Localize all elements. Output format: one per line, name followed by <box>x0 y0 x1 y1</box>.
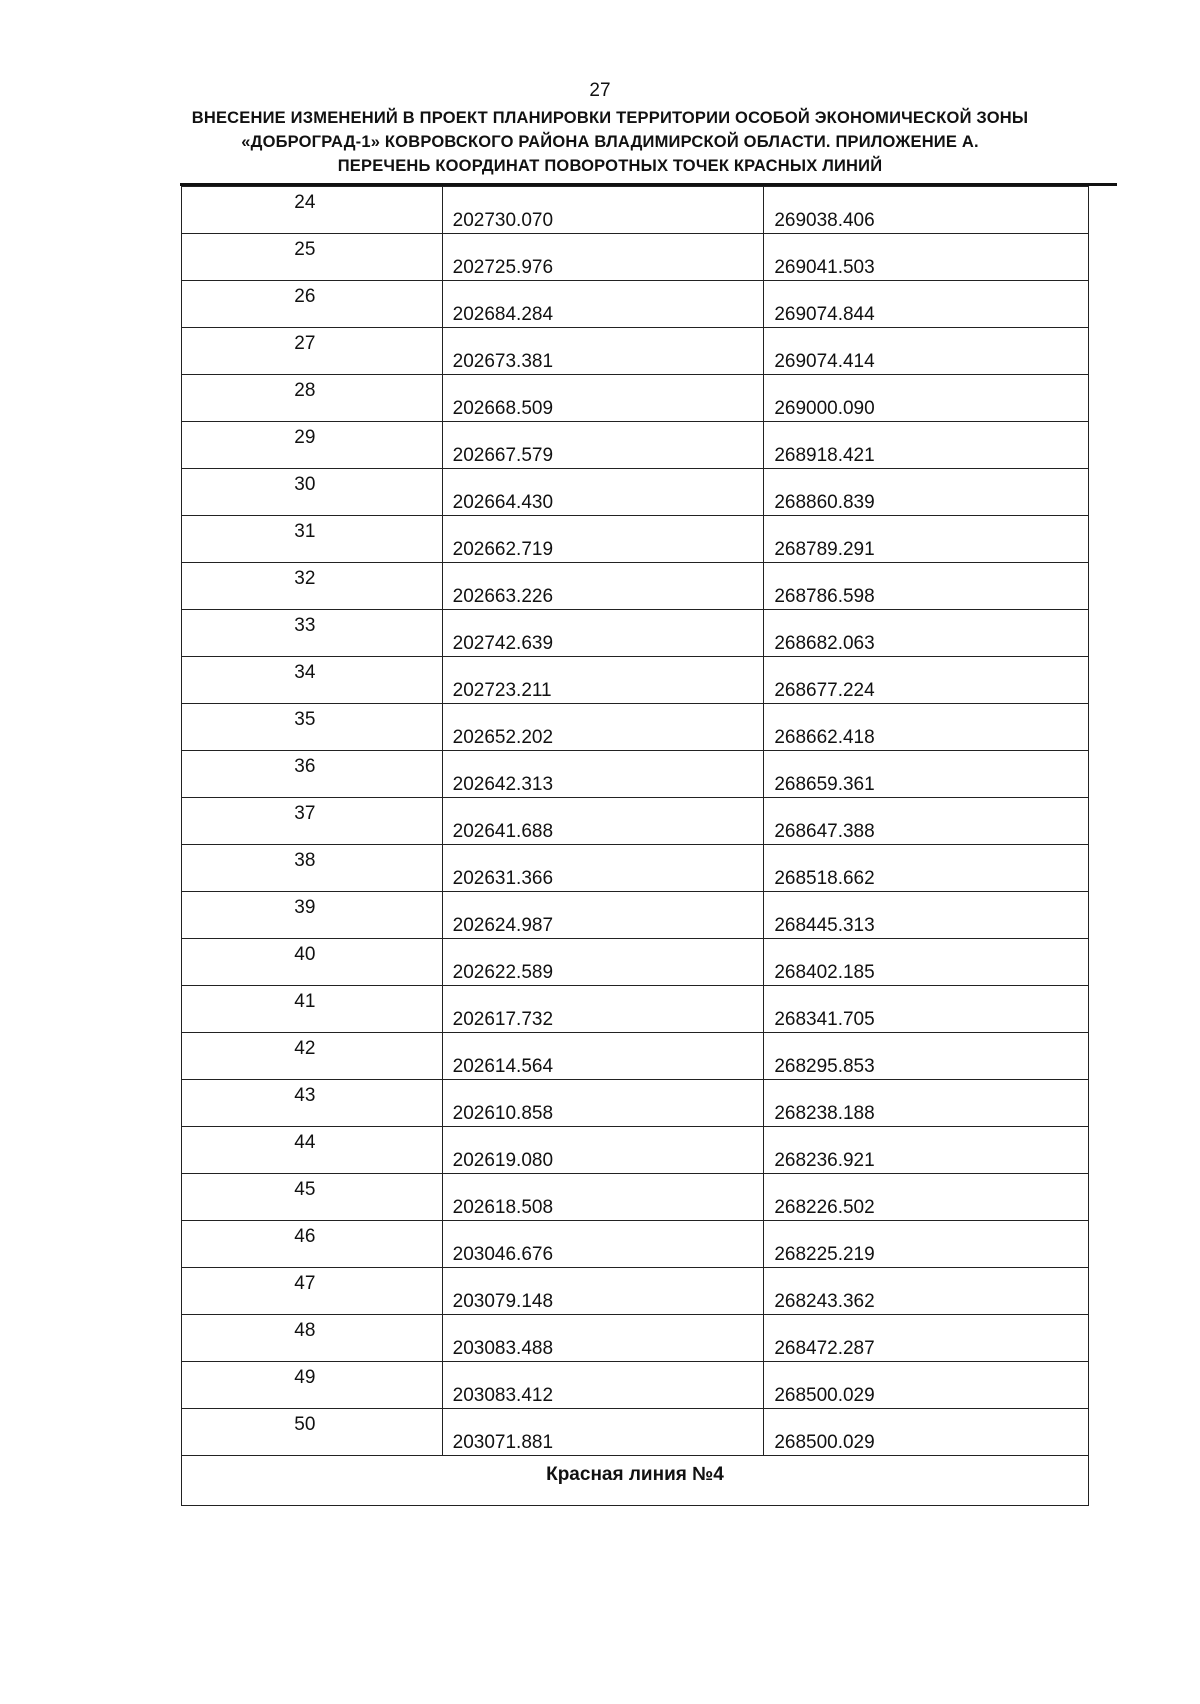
x-coordinate-value: 202725.976 <box>452 257 554 278</box>
point-number-value: 42 <box>294 1038 316 1059</box>
table-row <box>182 1080 1089 1127</box>
y-coordinate-value: 268918.421 <box>774 445 875 466</box>
y-coordinate-cell <box>764 986 1089 1033</box>
y-coordinate-value: 268518.662 <box>774 868 875 889</box>
point-number-value: 40 <box>294 944 316 965</box>
coordinates-table <box>181 186 1089 1506</box>
point-number-cell <box>182 187 443 234</box>
y-coordinate-cell <box>764 422 1089 469</box>
y-coordinate-value: 268659.361 <box>774 774 875 795</box>
y-coordinate-cell <box>764 704 1089 751</box>
point-number-cell <box>182 1127 443 1174</box>
x-coordinate-cell <box>442 1080 764 1127</box>
y-coordinate-cell <box>764 469 1089 516</box>
header-line-1: ВНЕСЕНИЕ ИЗМЕНЕНИЙ В ПРОЕКТ ПЛАНИРОВКИ ТЕРРИТОРИИ ОСОБОЙ ЭКОНОМИЧЕСКОЙ ЗОНЫ <box>191 109 1029 127</box>
table-row <box>182 657 1089 704</box>
x-coordinate-value: 203046.676 <box>452 1244 554 1265</box>
x-coordinate-cell <box>442 187 764 234</box>
x-coordinate-cell <box>442 1174 764 1221</box>
point-number-value: 32 <box>294 568 316 589</box>
x-coordinate-value: 202673.381 <box>452 351 554 372</box>
section-row <box>182 1456 1089 1506</box>
point-number-cell <box>182 1315 443 1362</box>
point-number-cell <box>182 1033 443 1080</box>
point-number-value: 26 <box>294 286 316 307</box>
x-coordinate-value: 202614.564 <box>452 1056 554 1077</box>
table-row <box>182 986 1089 1033</box>
point-number-cell <box>182 328 443 375</box>
table-row <box>182 1221 1089 1268</box>
x-coordinate-value: 202662.719 <box>452 539 554 560</box>
table-row <box>182 704 1089 751</box>
table-row <box>182 234 1089 281</box>
table-row <box>182 469 1089 516</box>
page-number: 27 <box>589 80 611 101</box>
y-coordinate-value: 268786.598 <box>774 586 875 607</box>
x-coordinate-value: 203083.412 <box>452 1385 554 1406</box>
section-title-cell <box>182 1456 1089 1506</box>
point-number-value: 33 <box>294 615 316 636</box>
point-number-cell <box>182 1174 443 1221</box>
point-number-cell <box>182 1409 443 1456</box>
point-number-value: 37 <box>294 803 316 824</box>
x-coordinate-cell <box>442 704 764 751</box>
x-coordinate-value: 202619.080 <box>452 1150 554 1171</box>
x-coordinate-value: 202618.508 <box>452 1197 554 1218</box>
table-row <box>182 845 1089 892</box>
x-coordinate-cell <box>442 1268 764 1315</box>
y-coordinate-value: 268789.291 <box>774 539 875 560</box>
y-coordinate-cell <box>764 1221 1089 1268</box>
table-row <box>182 1268 1089 1315</box>
y-coordinate-cell <box>764 516 1089 563</box>
y-coordinate-cell <box>764 563 1089 610</box>
y-coordinate-value: 268295.853 <box>774 1056 875 1077</box>
point-number-cell <box>182 845 443 892</box>
x-coordinate-cell <box>442 657 764 704</box>
point-number-value: 39 <box>294 897 316 918</box>
point-number-cell <box>182 892 443 939</box>
point-number-value: 34 <box>294 662 316 683</box>
y-coordinate-cell <box>764 1080 1089 1127</box>
x-coordinate-cell <box>442 375 764 422</box>
y-coordinate-value: 268243.362 <box>774 1291 875 1312</box>
table-row <box>182 563 1089 610</box>
y-coordinate-cell <box>764 610 1089 657</box>
table-row <box>182 1409 1089 1456</box>
point-number-value: 31 <box>294 521 316 542</box>
x-coordinate-value: 202667.579 <box>452 445 554 466</box>
table-row <box>182 1033 1089 1080</box>
x-coordinate-cell <box>442 751 764 798</box>
x-coordinate-value: 202622.589 <box>452 962 554 983</box>
section-title: Красная линия №4 <box>546 1464 724 1485</box>
y-coordinate-cell <box>764 281 1089 328</box>
x-coordinate-value: 202624.987 <box>452 915 554 936</box>
y-coordinate-cell <box>764 328 1089 375</box>
x-coordinate-cell <box>442 1221 764 1268</box>
y-coordinate-value: 269038.406 <box>774 210 875 231</box>
y-coordinate-cell <box>764 798 1089 845</box>
y-coordinate-value: 268225.219 <box>774 1244 875 1265</box>
point-number-cell <box>182 1080 443 1127</box>
point-number-cell <box>182 610 443 657</box>
point-number-value: 36 <box>294 756 316 777</box>
y-coordinate-cell <box>764 939 1089 986</box>
table-row <box>182 422 1089 469</box>
x-coordinate-cell <box>442 1127 764 1174</box>
point-number-cell <box>182 704 443 751</box>
x-coordinate-value: 202617.732 <box>452 1009 554 1030</box>
point-number-value: 50 <box>294 1414 316 1435</box>
table-row <box>182 1362 1089 1409</box>
x-coordinate-cell <box>442 234 764 281</box>
y-coordinate-value: 268402.185 <box>774 962 875 983</box>
point-number-cell <box>182 751 443 798</box>
point-number-value: 29 <box>294 427 316 448</box>
point-number-value: 41 <box>294 991 316 1012</box>
x-coordinate-value: 202642.313 <box>452 774 554 795</box>
y-coordinate-value: 268238.188 <box>774 1103 875 1124</box>
point-number-value: 44 <box>294 1132 316 1153</box>
table-row <box>182 751 1089 798</box>
point-number-cell <box>182 986 443 1033</box>
x-coordinate-cell <box>442 986 764 1033</box>
point-number-value: 46 <box>294 1226 316 1247</box>
point-number-cell <box>182 1221 443 1268</box>
x-coordinate-cell <box>442 469 764 516</box>
x-coordinate-cell <box>442 1409 764 1456</box>
x-coordinate-value: 202663.226 <box>452 586 554 607</box>
point-number-value: 24 <box>294 192 316 213</box>
x-coordinate-cell <box>442 563 764 610</box>
table-row <box>182 375 1089 422</box>
point-number-value: 45 <box>294 1179 316 1200</box>
point-number-cell <box>182 563 443 610</box>
x-coordinate-value: 202684.284 <box>452 304 554 325</box>
table-row <box>182 328 1089 375</box>
x-coordinate-cell <box>442 1362 764 1409</box>
header-line-3: ПЕРЕЧЕНЬ КООРДИНАТ ПОВОРОТНЫХ ТОЧЕК КРАСНЫХ ЛИНИЙ <box>337 157 883 175</box>
point-number-cell <box>182 516 443 563</box>
x-coordinate-cell <box>442 328 764 375</box>
y-coordinate-cell <box>764 187 1089 234</box>
y-coordinate-cell <box>764 1409 1089 1456</box>
table-row <box>182 516 1089 563</box>
x-coordinate-value: 202631.366 <box>452 868 554 889</box>
point-number-value: 38 <box>294 850 316 871</box>
x-coordinate-value: 202723.211 <box>452 680 552 701</box>
x-coordinate-cell <box>442 281 764 328</box>
y-coordinate-value: 268682.063 <box>774 633 875 654</box>
table-row <box>182 892 1089 939</box>
y-coordinate-value: 269000.090 <box>774 398 875 419</box>
point-number-cell <box>182 375 443 422</box>
x-coordinate-value: 202610.858 <box>452 1103 554 1124</box>
point-number-cell <box>182 1362 443 1409</box>
x-coordinate-cell <box>442 610 764 657</box>
header-line-2: «ДОБРОГРАД-1» КОВРОВСКОГО РАЙОНА ВЛАДИМИРСКОЙ ОБЛАСТИ. ПРИЛОЖЕНИЕ А. <box>241 133 979 151</box>
x-coordinate-value: 203083.488 <box>452 1338 554 1359</box>
x-coordinate-value: 202668.509 <box>452 398 554 419</box>
y-coordinate-value: 269074.414 <box>774 351 875 372</box>
y-coordinate-value: 269074.844 <box>774 304 875 325</box>
table-row <box>182 187 1089 234</box>
x-coordinate-cell <box>442 845 764 892</box>
y-coordinate-value: 268677.224 <box>774 680 875 701</box>
x-coordinate-value: 202664.430 <box>452 492 554 513</box>
y-coordinate-value: 268500.029 <box>774 1385 875 1406</box>
y-coordinate-value: 268226.502 <box>774 1197 875 1218</box>
y-coordinate-cell <box>764 751 1089 798</box>
point-number-cell <box>182 939 443 986</box>
y-coordinate-value: 269041.503 <box>774 257 875 278</box>
point-number-value: 47 <box>294 1273 316 1294</box>
table-row <box>182 939 1089 986</box>
y-coordinate-cell <box>764 1174 1089 1221</box>
x-coordinate-cell <box>442 1033 764 1080</box>
x-coordinate-cell <box>442 939 764 986</box>
table-row <box>182 1315 1089 1362</box>
y-coordinate-cell <box>764 234 1089 281</box>
x-coordinate-cell <box>442 1315 764 1362</box>
y-coordinate-value: 268860.839 <box>774 492 875 513</box>
x-coordinate-value: 202730.070 <box>452 210 554 231</box>
y-coordinate-value: 268500.029 <box>774 1432 875 1453</box>
point-number-value: 25 <box>294 239 316 260</box>
table-row <box>182 798 1089 845</box>
point-number-cell <box>182 281 443 328</box>
point-number-cell <box>182 1268 443 1315</box>
point-number-value: 35 <box>294 709 316 730</box>
point-number-cell <box>182 798 443 845</box>
y-coordinate-cell <box>764 375 1089 422</box>
table-row <box>182 281 1089 328</box>
point-number-value: 48 <box>294 1320 316 1341</box>
point-number-cell <box>182 469 443 516</box>
x-coordinate-value: 202652.202 <box>452 727 554 748</box>
x-coordinate-cell <box>442 516 764 563</box>
y-coordinate-cell <box>764 1315 1089 1362</box>
y-coordinate-value: 268236.921 <box>774 1150 875 1171</box>
y-coordinate-cell <box>764 1127 1089 1174</box>
point-number-cell <box>182 657 443 704</box>
x-coordinate-value: 202641.688 <box>452 821 554 842</box>
y-coordinate-value: 268647.388 <box>774 821 875 842</box>
y-coordinate-cell <box>764 892 1089 939</box>
x-coordinate-cell <box>442 798 764 845</box>
y-coordinate-cell <box>764 1362 1089 1409</box>
x-coordinate-value: 203079.148 <box>452 1291 554 1312</box>
coordinates-table-body <box>182 187 1089 1506</box>
point-number-value: 49 <box>294 1367 316 1388</box>
x-coordinate-cell <box>442 892 764 939</box>
y-coordinate-cell <box>764 1033 1089 1080</box>
point-number-value: 27 <box>294 333 316 354</box>
y-coordinate-value: 268662.418 <box>774 727 875 748</box>
y-coordinate-value: 268341.705 <box>774 1009 875 1030</box>
x-coordinate-value: 202742.639 <box>452 633 554 654</box>
table-row <box>182 1174 1089 1221</box>
y-coordinate-cell <box>764 657 1089 704</box>
document-header <box>140 106 1080 178</box>
point-number-value: 43 <box>294 1085 316 1106</box>
point-number-value: 28 <box>294 380 316 401</box>
x-coordinate-value: 203071.881 <box>452 1432 554 1453</box>
table-row <box>182 1127 1089 1174</box>
point-number-value: 30 <box>294 474 316 495</box>
x-coordinate-cell <box>442 422 764 469</box>
y-coordinate-cell <box>764 845 1089 892</box>
point-number-cell <box>182 234 443 281</box>
y-coordinate-value: 268472.287 <box>774 1338 875 1359</box>
y-coordinate-value: 268445.313 <box>774 915 875 936</box>
table-row <box>182 610 1089 657</box>
y-coordinate-cell <box>764 1268 1089 1315</box>
point-number-cell <box>182 422 443 469</box>
